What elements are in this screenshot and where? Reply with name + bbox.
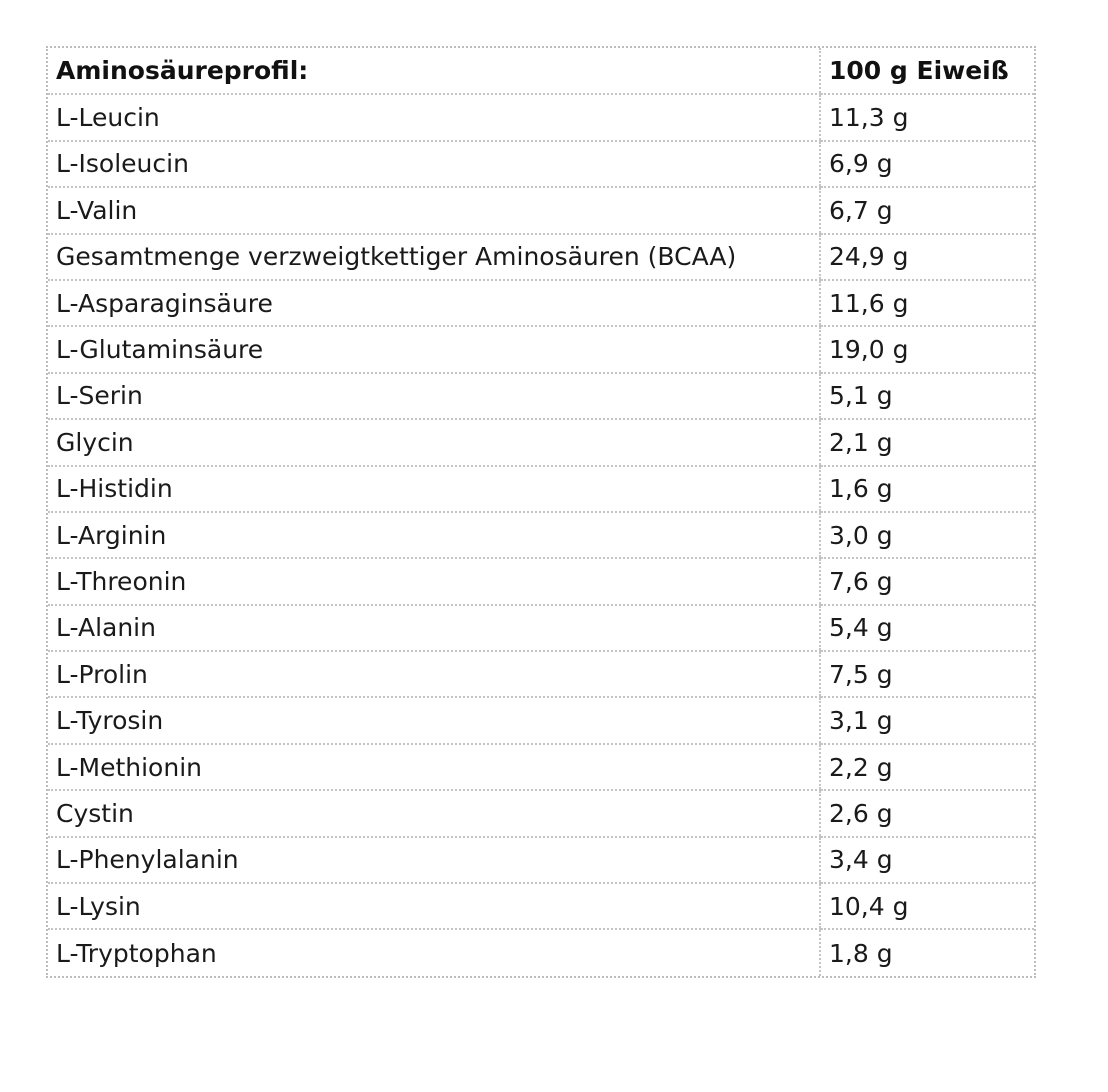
table-row xyxy=(48,558,1034,604)
amino-acid-name: Cystin xyxy=(48,790,820,836)
amino-acid-name: Gesamtmenge verzweigtkettiger Aminosäuren (BCAA) xyxy=(48,234,820,280)
table-row xyxy=(48,234,1034,280)
table-row xyxy=(48,790,1034,836)
amino-acid-amount: 7,6 g xyxy=(820,558,1034,604)
amino-acid-profile-table xyxy=(48,48,1034,976)
amino-acid-name: L-Methionin xyxy=(48,744,820,790)
table-row xyxy=(48,466,1034,512)
amino-acid-amount: 1,8 g xyxy=(820,929,1034,975)
amino-acid-amount: 6,7 g xyxy=(820,187,1034,233)
table-row xyxy=(48,94,1034,140)
table-row xyxy=(48,512,1034,558)
amino-acid-name: L-Lysin xyxy=(48,883,820,929)
table-header-row xyxy=(48,48,1034,94)
amino-acid-amount: 3,1 g xyxy=(820,697,1034,743)
amino-acid-name: L-Phenylalanin xyxy=(48,837,820,883)
table-row xyxy=(48,697,1034,743)
amino-acid-name: L-Valin xyxy=(48,187,820,233)
amino-acid-amount: 2,2 g xyxy=(820,744,1034,790)
amino-acid-amount: 11,3 g xyxy=(820,94,1034,140)
amino-acid-amount: 2,1 g xyxy=(820,419,1034,465)
amino-acid-name: L-Threonin xyxy=(48,558,820,604)
amino-acid-amount: 5,4 g xyxy=(820,605,1034,651)
amino-acid-name: L-Histidin xyxy=(48,466,820,512)
amino-acid-name: L-Glutaminsäure xyxy=(48,326,820,372)
table-row xyxy=(48,373,1034,419)
amino-acid-amount: 3,4 g xyxy=(820,837,1034,883)
amino-acid-name: L-Asparaginsäure xyxy=(48,280,820,326)
amino-acid-amount: 24,9 g xyxy=(820,234,1034,280)
amino-acid-name: L-Leucin xyxy=(48,94,820,140)
amino-acid-amount: 2,6 g xyxy=(820,790,1034,836)
amino-acid-amount: 6,9 g xyxy=(820,141,1034,187)
table-row xyxy=(48,605,1034,651)
header-per-100g-protein: 100 g Eiweiß xyxy=(820,48,1034,94)
amino-acid-amount: 1,6 g xyxy=(820,466,1034,512)
amino-acid-name: L-Prolin xyxy=(48,651,820,697)
amino-acid-name: L-Arginin xyxy=(48,512,820,558)
table-row xyxy=(48,929,1034,975)
amino-acid-amount: 3,0 g xyxy=(820,512,1034,558)
amino-acid-amount: 5,1 g xyxy=(820,373,1034,419)
amino-acid-amount: 11,6 g xyxy=(820,280,1034,326)
table-row xyxy=(48,744,1034,790)
amino-acid-amount: 7,5 g xyxy=(820,651,1034,697)
table-row xyxy=(48,141,1034,187)
table-row xyxy=(48,837,1034,883)
amino-acid-name: L-Tryptophan xyxy=(56,938,217,968)
table-row xyxy=(48,419,1034,465)
table-row xyxy=(48,280,1034,326)
amino-acid-name: Glycin xyxy=(48,419,820,465)
amino-acid-amount: 19,0 g xyxy=(820,326,1034,372)
amino-acid-table-container xyxy=(46,46,1036,978)
amino-acid-amount: 10,4 g xyxy=(820,883,1034,929)
table-row xyxy=(48,326,1034,372)
table-row xyxy=(48,651,1034,697)
amino-acid-name: L-Isoleucin xyxy=(48,141,820,187)
table-row xyxy=(48,187,1034,233)
amino-acid-name: L-Alanin xyxy=(48,605,820,651)
header-amino-profile: Aminosäureprofil: xyxy=(48,48,820,94)
amino-acid-name: L-Serin xyxy=(48,373,820,419)
table-row xyxy=(48,883,1034,929)
amino-acid-name: L-Tyrosin xyxy=(48,697,820,743)
